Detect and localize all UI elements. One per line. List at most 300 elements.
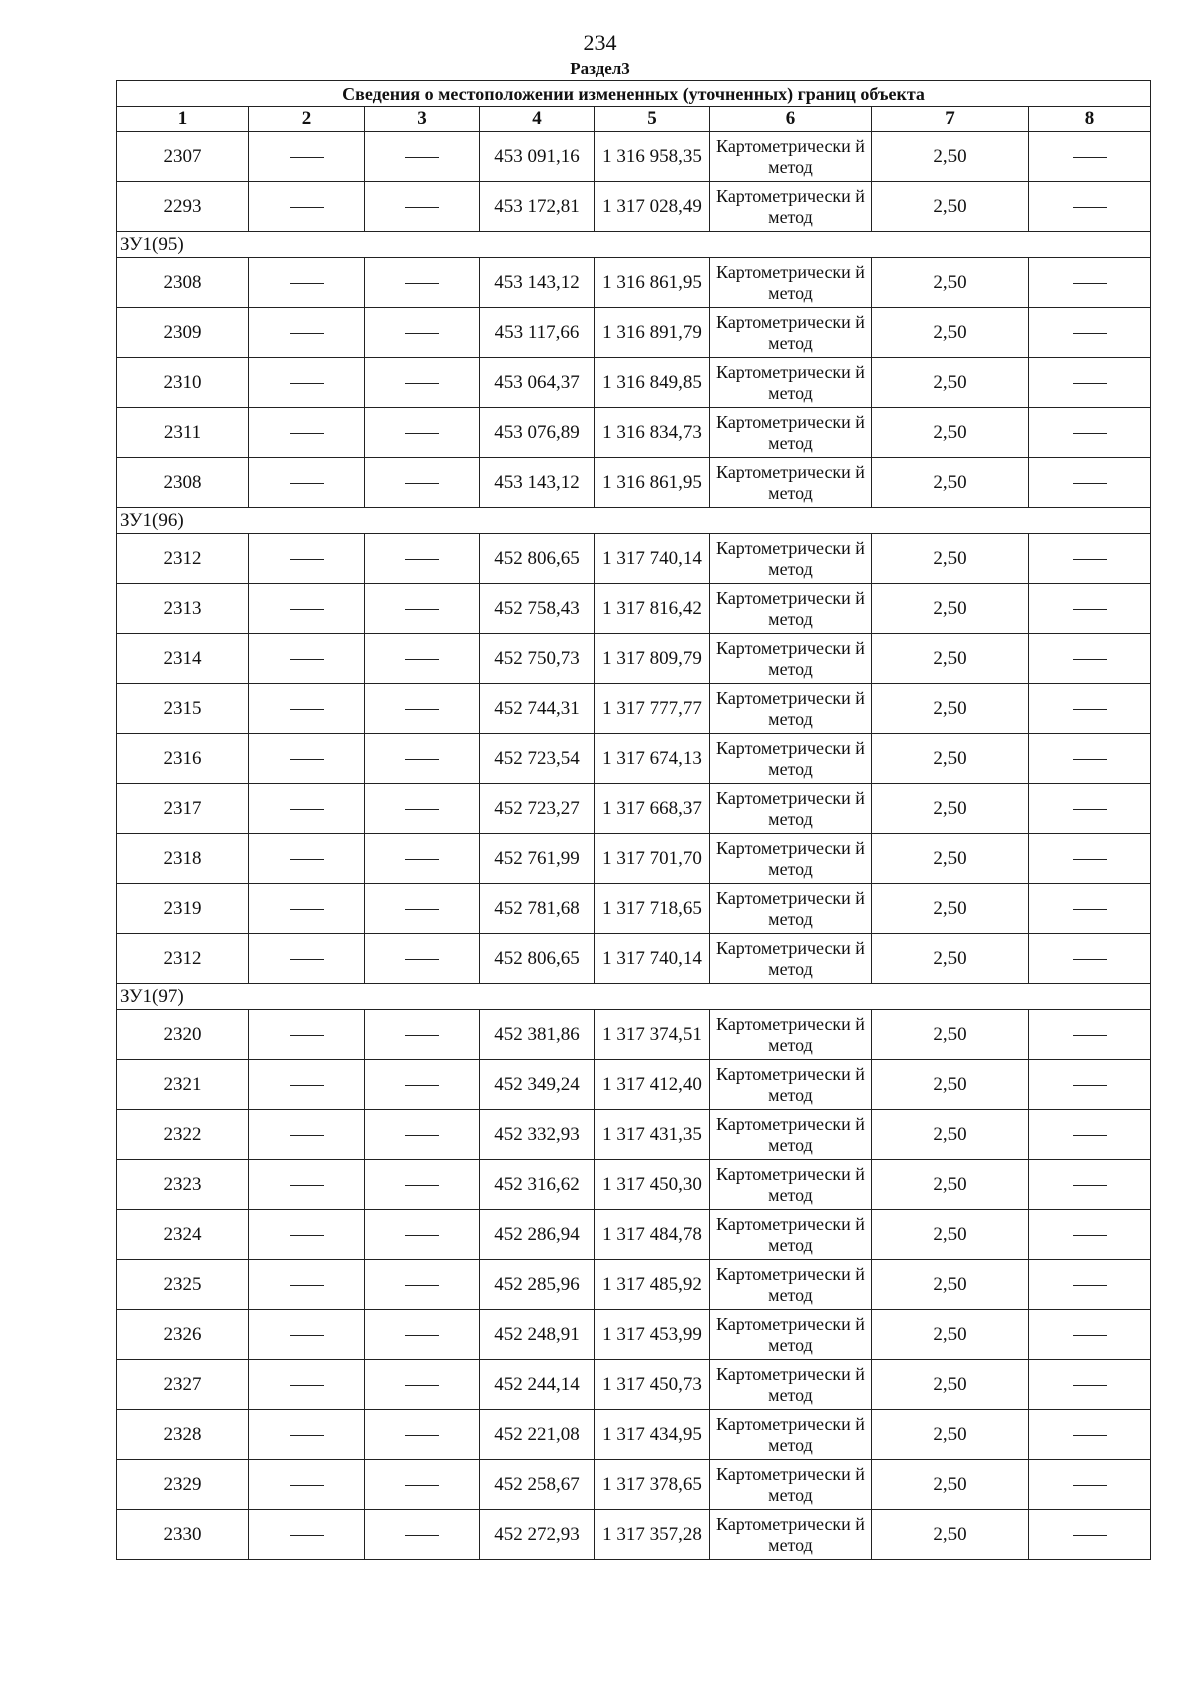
empty-cell [365, 1360, 480, 1410]
em-dash-icon [405, 483, 439, 484]
em-dash-icon [290, 659, 324, 660]
em-dash-icon [290, 809, 324, 810]
point-number-cell: 2308 [117, 458, 249, 508]
table-row [117, 784, 1151, 834]
em-dash-icon [290, 1085, 324, 1086]
accuracy-cell: 2,50 [872, 458, 1029, 508]
accuracy-cell: 2,50 [872, 934, 1029, 984]
method-cell: Картометрически й метод [710, 1360, 872, 1410]
empty-cell [249, 258, 365, 308]
point-number-cell: 2317 [117, 784, 249, 834]
em-dash-icon [290, 559, 324, 560]
empty-cell [1029, 1410, 1151, 1460]
empty-cell [1029, 1010, 1151, 1060]
em-dash-icon [1073, 333, 1107, 334]
accuracy-cell: 2,50 [872, 1510, 1029, 1560]
empty-cell [1029, 684, 1151, 734]
column-header-8: 8 [1029, 107, 1151, 132]
coord-y-cell: 1 316 861,95 [595, 258, 710, 308]
coord-x-cell: 453 172,81 [480, 182, 595, 232]
empty-cell [249, 132, 365, 182]
em-dash-icon [1073, 1235, 1107, 1236]
point-number-cell: 2315 [117, 684, 249, 734]
accuracy-cell: 2,50 [872, 1310, 1029, 1360]
empty-cell [365, 1260, 480, 1310]
empty-cell [249, 1260, 365, 1310]
empty-cell [365, 684, 480, 734]
method-cell: Картометрически й метод [710, 1510, 872, 1560]
empty-cell [1029, 634, 1151, 684]
coord-y-cell: 1 316 834,73 [595, 408, 710, 458]
empty-cell [1029, 308, 1151, 358]
em-dash-icon [290, 1285, 324, 1286]
empty-cell [249, 1160, 365, 1210]
empty-cell [1029, 1160, 1151, 1210]
coord-x-cell: 453 143,12 [480, 458, 595, 508]
empty-cell [249, 1410, 365, 1460]
em-dash-icon [1073, 157, 1107, 158]
empty-cell [365, 934, 480, 984]
group-label: ЗУ1(97) [117, 984, 1151, 1010]
em-dash-icon [1073, 1035, 1107, 1036]
accuracy-cell: 2,50 [872, 734, 1029, 784]
em-dash-icon [405, 1385, 439, 1386]
empty-cell [365, 784, 480, 834]
coordinates-table [116, 80, 1151, 1560]
empty-cell [1029, 1210, 1151, 1260]
group-label: ЗУ1(95) [117, 232, 1151, 258]
em-dash-icon [405, 1335, 439, 1336]
em-dash-icon [290, 157, 324, 158]
em-dash-icon [405, 333, 439, 334]
em-dash-icon [1073, 1485, 1107, 1486]
accuracy-cell: 2,50 [872, 1160, 1029, 1210]
coord-y-cell: 1 317 374,51 [595, 1010, 710, 1060]
em-dash-icon [290, 759, 324, 760]
table-row [117, 934, 1151, 984]
method-cell: Картометрически й метод [710, 1160, 872, 1210]
accuracy-cell: 2,50 [872, 1460, 1029, 1510]
accuracy-cell: 2,50 [872, 1010, 1029, 1060]
coord-x-cell: 452 248,91 [480, 1310, 595, 1360]
point-number-cell: 2327 [117, 1360, 249, 1410]
em-dash-icon [290, 1135, 324, 1136]
method-cell: Картометрически й метод [710, 408, 872, 458]
empty-cell [249, 534, 365, 584]
method-cell: Картометрически й метод [710, 634, 872, 684]
em-dash-icon [1073, 609, 1107, 610]
empty-cell [1029, 458, 1151, 508]
page-number: 234 [583, 30, 617, 55]
accuracy-cell: 2,50 [872, 634, 1029, 684]
point-number-cell: 2324 [117, 1210, 249, 1260]
em-dash-icon [290, 859, 324, 860]
method-cell: Картометрически й метод [710, 834, 872, 884]
point-number-cell: 2311 [117, 408, 249, 458]
table-row [117, 1510, 1151, 1560]
empty-cell [249, 834, 365, 884]
column-header-4: 4 [480, 107, 595, 132]
table-row [117, 1260, 1151, 1310]
point-number-cell: 2316 [117, 734, 249, 784]
em-dash-icon [405, 909, 439, 910]
point-number-cell: 2308 [117, 258, 249, 308]
em-dash-icon [1073, 1185, 1107, 1186]
empty-cell [249, 734, 365, 784]
table-row [117, 308, 1151, 358]
table-row [117, 1410, 1151, 1460]
accuracy-cell: 2,50 [872, 308, 1029, 358]
em-dash-icon [405, 433, 439, 434]
em-dash-icon [405, 1135, 439, 1136]
section-label: Раздел3 [570, 59, 630, 78]
accuracy-cell: 2,50 [872, 358, 1029, 408]
point-number-cell: 2326 [117, 1310, 249, 1360]
method-cell: Картометрически й метод [710, 584, 872, 634]
method-cell: Картометрически й метод [710, 534, 872, 584]
empty-cell [365, 182, 480, 232]
point-number-cell: 2307 [117, 132, 249, 182]
empty-cell [249, 1210, 365, 1260]
method-cell: Картометрически й метод [710, 1010, 872, 1060]
coord-y-cell: 1 317 378,65 [595, 1460, 710, 1510]
empty-cell [365, 258, 480, 308]
table-row [117, 1310, 1151, 1360]
em-dash-icon [1073, 1335, 1107, 1336]
em-dash-icon [290, 1435, 324, 1436]
table-row [117, 1110, 1151, 1160]
em-dash-icon [290, 709, 324, 710]
coord-x-cell: 453 117,66 [480, 308, 595, 358]
method-cell: Картометрически й метод [710, 258, 872, 308]
empty-cell [1029, 258, 1151, 308]
coord-x-cell: 452 316,62 [480, 1160, 595, 1210]
column-header-1: 1 [117, 107, 249, 132]
em-dash-icon [290, 283, 324, 284]
accuracy-cell: 2,50 [872, 884, 1029, 934]
point-number-cell: 2319 [117, 884, 249, 934]
em-dash-icon [405, 559, 439, 560]
point-number-cell: 2329 [117, 1460, 249, 1510]
em-dash-icon [405, 283, 439, 284]
point-number-cell: 2314 [117, 634, 249, 684]
empty-cell [365, 534, 480, 584]
table-row [117, 182, 1151, 232]
accuracy-cell: 2,50 [872, 784, 1029, 834]
point-number-cell: 2328 [117, 1410, 249, 1460]
em-dash-icon [405, 809, 439, 810]
method-cell: Картометрически й метод [710, 734, 872, 784]
empty-cell [365, 1010, 480, 1060]
group-row [117, 984, 1151, 1010]
method-cell: Картометрически й метод [710, 1110, 872, 1160]
method-cell: Картометрически й метод [710, 132, 872, 182]
method-cell: Картометрически й метод [710, 1410, 872, 1460]
coord-y-cell: 1 317 485,92 [595, 1260, 710, 1310]
coord-x-cell: 452 221,08 [480, 1410, 595, 1460]
coord-y-cell: 1 316 849,85 [595, 358, 710, 408]
coord-x-cell: 452 332,93 [480, 1110, 595, 1160]
empty-cell [365, 132, 480, 182]
point-number-cell: 2309 [117, 308, 249, 358]
coord-y-cell: 1 317 484,78 [595, 1210, 710, 1260]
table-row [117, 258, 1151, 308]
empty-cell [365, 834, 480, 884]
coord-y-cell: 1 317 740,14 [595, 934, 710, 984]
table-row [117, 132, 1151, 182]
method-cell: Картометрически й метод [710, 1260, 872, 1310]
em-dash-icon [1073, 759, 1107, 760]
method-cell: Картометрически й метод [710, 458, 872, 508]
em-dash-icon [405, 1035, 439, 1036]
point-number-cell: 2321 [117, 1060, 249, 1110]
empty-cell [1029, 1260, 1151, 1310]
em-dash-icon [1073, 433, 1107, 434]
empty-cell [365, 1410, 480, 1460]
table-row [117, 458, 1151, 508]
em-dash-icon [290, 433, 324, 434]
empty-cell [1029, 1310, 1151, 1360]
coord-y-cell: 1 316 861,95 [595, 458, 710, 508]
coord-y-cell: 1 316 958,35 [595, 132, 710, 182]
empty-cell [249, 1310, 365, 1360]
em-dash-icon [405, 609, 439, 610]
empty-cell [1029, 1110, 1151, 1160]
empty-cell [1029, 834, 1151, 884]
empty-cell [365, 1510, 480, 1560]
em-dash-icon [290, 1485, 324, 1486]
empty-cell [249, 1510, 365, 1560]
em-dash-icon [1073, 1085, 1107, 1086]
table-row [117, 684, 1151, 734]
em-dash-icon [1073, 1435, 1107, 1436]
accuracy-cell: 2,50 [872, 834, 1029, 884]
coord-x-cell: 452 286,94 [480, 1210, 595, 1260]
empty-cell [1029, 884, 1151, 934]
coord-x-cell: 452 781,68 [480, 884, 595, 934]
coord-x-cell: 453 091,16 [480, 132, 595, 182]
empty-cell [365, 1110, 480, 1160]
column-header-5: 5 [595, 107, 710, 132]
coord-x-cell: 452 285,96 [480, 1260, 595, 1310]
coord-y-cell: 1 317 431,35 [595, 1110, 710, 1160]
em-dash-icon [405, 959, 439, 960]
coord-y-cell: 1 316 891,79 [595, 308, 710, 358]
em-dash-icon [290, 207, 324, 208]
empty-cell [365, 458, 480, 508]
empty-cell [249, 1460, 365, 1510]
empty-cell [1029, 1460, 1151, 1510]
method-cell: Картометрически й метод [710, 684, 872, 734]
column-header-row [117, 107, 1151, 132]
empty-cell [249, 584, 365, 634]
empty-cell [1029, 584, 1151, 634]
em-dash-icon [405, 1235, 439, 1236]
coord-x-cell: 452 744,31 [480, 684, 595, 734]
coord-x-cell: 452 244,14 [480, 1360, 595, 1410]
em-dash-icon [1073, 1135, 1107, 1136]
em-dash-icon [290, 1535, 324, 1536]
em-dash-icon [290, 609, 324, 610]
em-dash-icon [1073, 383, 1107, 384]
em-dash-icon [290, 909, 324, 910]
em-dash-icon [1073, 1385, 1107, 1386]
point-number-cell: 2313 [117, 584, 249, 634]
point-number-cell: 2325 [117, 1260, 249, 1310]
coord-x-cell: 453 143,12 [480, 258, 595, 308]
point-number-cell: 2322 [117, 1110, 249, 1160]
empty-cell [249, 408, 365, 458]
accuracy-cell: 2,50 [872, 1060, 1029, 1110]
method-cell: Картометрически й метод [710, 784, 872, 834]
em-dash-icon [290, 1235, 324, 1236]
empty-cell [249, 884, 365, 934]
empty-cell [1029, 358, 1151, 408]
accuracy-cell: 2,50 [872, 684, 1029, 734]
empty-cell [365, 1460, 480, 1510]
em-dash-icon [1073, 483, 1107, 484]
empty-cell [249, 784, 365, 834]
empty-cell [249, 684, 365, 734]
coord-y-cell: 1 317 028,49 [595, 182, 710, 232]
em-dash-icon [290, 1385, 324, 1386]
accuracy-cell: 2,50 [872, 258, 1029, 308]
coord-x-cell: 453 064,37 [480, 358, 595, 408]
empty-cell [249, 934, 365, 984]
coord-y-cell: 1 317 450,30 [595, 1160, 710, 1210]
table-row [117, 584, 1151, 634]
em-dash-icon [1073, 859, 1107, 860]
table-row [117, 834, 1151, 884]
empty-cell [1029, 934, 1151, 984]
empty-cell [249, 358, 365, 408]
coord-y-cell: 1 317 450,73 [595, 1360, 710, 1410]
accuracy-cell: 2,50 [872, 1360, 1029, 1410]
coord-y-cell: 1 317 674,13 [595, 734, 710, 784]
coord-y-cell: 1 317 718,65 [595, 884, 710, 934]
em-dash-icon [405, 859, 439, 860]
coord-x-cell: 452 258,67 [480, 1460, 595, 1510]
point-number-cell: 2318 [117, 834, 249, 884]
coord-x-cell: 452 381,86 [480, 1010, 595, 1060]
em-dash-icon [1073, 207, 1107, 208]
point-number-cell: 2312 [117, 534, 249, 584]
accuracy-cell: 2,50 [872, 1210, 1029, 1260]
empty-cell [365, 308, 480, 358]
method-cell: Картометрически й метод [710, 1060, 872, 1110]
coord-y-cell: 1 317 809,79 [595, 634, 710, 684]
em-dash-icon [1073, 1535, 1107, 1536]
em-dash-icon [1073, 959, 1107, 960]
em-dash-icon [1073, 283, 1107, 284]
table-title-row [117, 81, 1151, 107]
table-row [117, 1060, 1151, 1110]
empty-cell [365, 408, 480, 458]
coord-y-cell: 1 317 740,14 [595, 534, 710, 584]
empty-cell [1029, 1060, 1151, 1110]
point-number-cell: 2293 [117, 182, 249, 232]
table-title: Сведения о местоположении измененных (уточненных) границ объекта [117, 81, 1151, 107]
empty-cell [365, 734, 480, 784]
empty-cell [1029, 734, 1151, 784]
em-dash-icon [290, 483, 324, 484]
empty-cell [365, 358, 480, 408]
empty-cell [1029, 132, 1151, 182]
coord-y-cell: 1 317 412,40 [595, 1060, 710, 1110]
point-number-cell: 2310 [117, 358, 249, 408]
table-row [117, 1360, 1151, 1410]
coord-y-cell: 1 317 434,95 [595, 1410, 710, 1460]
point-number-cell: 2320 [117, 1010, 249, 1060]
point-number-cell: 2323 [117, 1160, 249, 1210]
em-dash-icon [1073, 1285, 1107, 1286]
empty-cell [249, 1060, 365, 1110]
method-cell: Картометрически й метод [710, 1310, 872, 1360]
method-cell: Картометрически й метод [710, 358, 872, 408]
em-dash-icon [1073, 559, 1107, 560]
accuracy-cell: 2,50 [872, 584, 1029, 634]
coord-y-cell: 1 317 816,42 [595, 584, 710, 634]
coord-y-cell: 1 317 453,99 [595, 1310, 710, 1360]
empty-cell [365, 884, 480, 934]
em-dash-icon [290, 1185, 324, 1186]
column-header-7: 7 [872, 107, 1029, 132]
empty-cell [365, 1210, 480, 1260]
coord-x-cell: 452 761,99 [480, 834, 595, 884]
table-row [117, 1010, 1151, 1060]
accuracy-cell: 2,50 [872, 1260, 1029, 1310]
em-dash-icon [405, 157, 439, 158]
empty-cell [1029, 534, 1151, 584]
empty-cell [365, 634, 480, 684]
empty-cell [249, 458, 365, 508]
method-cell: Картометрически й метод [710, 308, 872, 358]
table-row [117, 1460, 1151, 1510]
table-row [117, 1160, 1151, 1210]
coord-x-cell: 452 349,24 [480, 1060, 595, 1110]
table-row [117, 408, 1151, 458]
em-dash-icon [405, 759, 439, 760]
em-dash-icon [405, 1185, 439, 1186]
em-dash-icon [290, 1035, 324, 1036]
group-row [117, 232, 1151, 258]
method-cell: Картометрически й метод [710, 934, 872, 984]
empty-cell [365, 1160, 480, 1210]
accuracy-cell: 2,50 [872, 408, 1029, 458]
accuracy-cell: 2,50 [872, 132, 1029, 182]
column-header-2: 2 [249, 107, 365, 132]
group-row [117, 508, 1151, 534]
accuracy-cell: 2,50 [872, 1410, 1029, 1460]
empty-cell [365, 1310, 480, 1360]
coord-y-cell: 1 317 701,70 [595, 834, 710, 884]
accuracy-cell: 2,50 [872, 1110, 1029, 1160]
coord-x-cell: 452 750,73 [480, 634, 595, 684]
em-dash-icon [405, 1535, 439, 1536]
coord-x-cell: 452 806,65 [480, 934, 595, 984]
em-dash-icon [290, 959, 324, 960]
coord-x-cell: 452 758,43 [480, 584, 595, 634]
coord-x-cell: 453 076,89 [480, 408, 595, 458]
table-body [117, 81, 1151, 1560]
coord-y-cell: 1 317 357,28 [595, 1510, 710, 1560]
coord-x-cell: 452 272,93 [480, 1510, 595, 1560]
em-dash-icon [290, 1335, 324, 1336]
empty-cell [249, 1110, 365, 1160]
em-dash-icon [1073, 809, 1107, 810]
method-cell: Картометрически й метод [710, 1460, 872, 1510]
table-row [117, 734, 1151, 784]
